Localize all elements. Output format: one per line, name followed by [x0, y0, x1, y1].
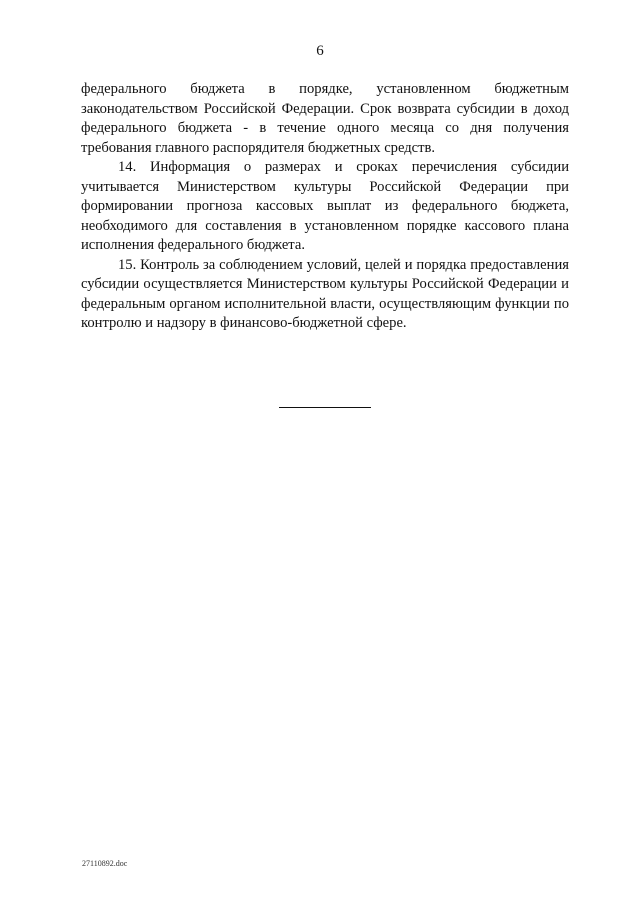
paragraph-continuation: федерального бюджета в порядке, установленном бюджетным законодательством Российской Федерации. Срок возврата субсидии в доход федерального бюджета - в течение одного месяца со дня получения требования главного распорядителя бюджетных средств.: [81, 81, 569, 156]
footer-doc-code: 27110892.doc: [82, 859, 128, 868]
page-number: 6: [316, 43, 324, 59]
paragraph-14: 14. Информация о размерах и сроках перечисления субсидии учитывается Министерством культуры Российской Федерации при формировании прогноза кассовых выплат из федерального бюджета, необходимого для составления в установленном порядке кассового плана исполнения федерального бюджета.: [81, 159, 569, 253]
end-divider: [279, 407, 371, 408]
paragraph-15: 15. Контроль за соблюдением условий, целей и порядка предоставления субсидии осуществляется Министерством культуры Российской Федерации и федеральным органом исполнительной власти, осуществляющим функции по контролю и надзору в финансово-бюджетной сфере.: [81, 256, 569, 331]
document-body: [81, 80, 569, 334]
